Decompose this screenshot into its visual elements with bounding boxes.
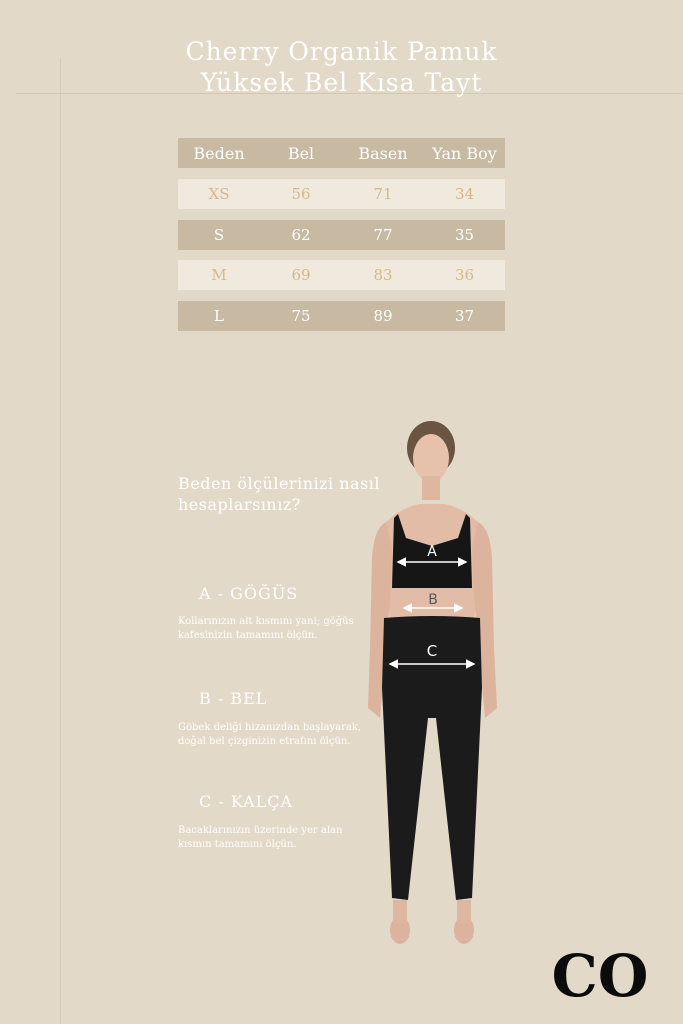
label-a: A [427, 544, 437, 560]
head-shape [413, 434, 449, 482]
section-text-gogus: Kollarınızın alt kısmını yani; göğüs kafesinizin tamamını ölçün. [178, 616, 354, 641]
brand-logo [540, 946, 660, 1008]
section-text-bel: Göbek deliği hizanızdan başlayarak, doğal bel çizginizin etrafını ölçün. [178, 722, 362, 747]
table-row [178, 220, 505, 250]
cell-size: M [211, 266, 227, 284]
measure-guide-heading: Beden ölçülerinizi nasıl hesaplarsınız? [178, 474, 381, 514]
section-title-gogus: A - GÖĞÜS [199, 584, 299, 603]
cell-basen: 71 [373, 185, 393, 203]
model-figure [360, 418, 505, 948]
title-line-1: Cherry Organik Pamuk [185, 37, 498, 66]
cell-size: S [213, 226, 225, 244]
table-row [178, 301, 505, 331]
cell-size: L [214, 307, 224, 325]
cell-bel: 69 [291, 266, 311, 284]
section-title-kalca: C - KALÇA [199, 792, 294, 811]
cell-yan-boy: 37 [454, 307, 475, 325]
title-line-2: Yüksek Bel Kısa Tayt [200, 68, 483, 97]
table-row [178, 260, 505, 290]
label-b: B [428, 592, 438, 608]
header-basen: Basen [358, 143, 408, 163]
header-bel: Bel [287, 143, 315, 163]
label-c: C [426, 642, 438, 660]
cell-yan-boy: 35 [454, 226, 475, 244]
cell-basen: 89 [373, 307, 393, 325]
vertical-guide-line [60, 58, 61, 1024]
cell-bel: 56 [291, 185, 311, 203]
logo-text: CO [551, 946, 649, 1008]
cell-yan-boy: 36 [454, 266, 475, 284]
cell-basen: 77 [373, 226, 393, 244]
page-title [0, 36, 683, 98]
header-beden: Beden [193, 143, 245, 163]
cell-bel: 62 [291, 226, 311, 244]
size-table-header [178, 138, 505, 168]
cell-bel: 75 [291, 307, 311, 325]
cell-size: XS [208, 185, 230, 203]
cell-yan-boy: 34 [454, 185, 475, 203]
section-title-bel: B - BEL [199, 689, 268, 708]
section-text-kalca: Bacaklarınızın üzerinde yer alan kısmın tamamını ölçün. [178, 825, 343, 850]
header-yan-boy: Yan Boy [432, 143, 497, 163]
table-row [178, 179, 505, 209]
cell-basen: 83 [373, 266, 393, 284]
